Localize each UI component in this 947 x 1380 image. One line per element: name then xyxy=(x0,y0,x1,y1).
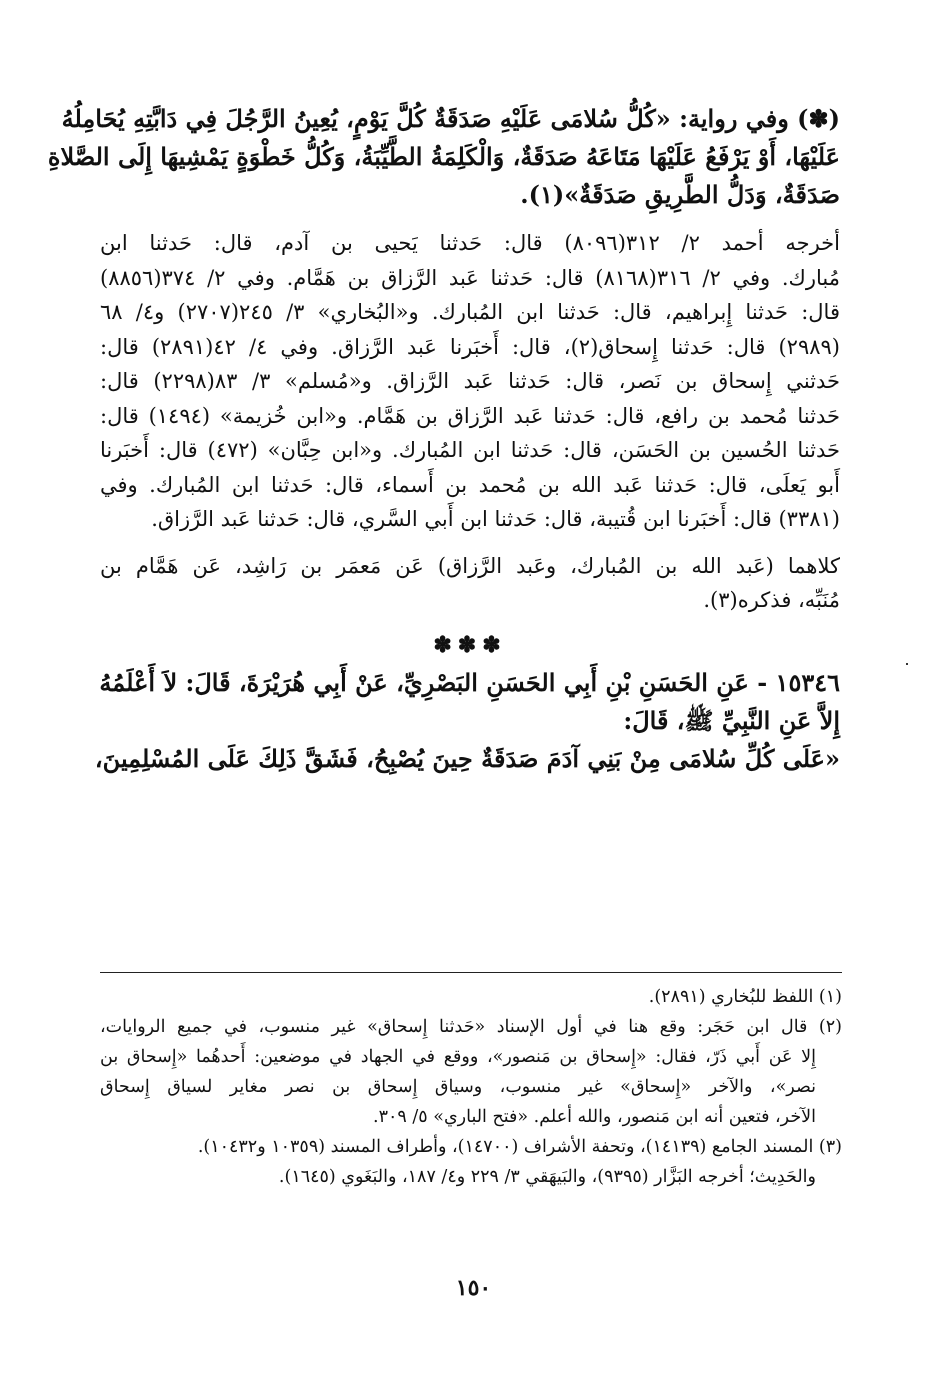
footnotes xyxy=(100,982,842,1192)
text-line: إِلا عَن أَبي ذَرّ، فقال: «إِسحاق بن مَنصور»، ووقع في الجهاد في موضعين: أَحدهُما «إِسحاق بن xyxy=(100,1047,816,1067)
text-line: حَدثنا مُحمد بن رافع، قال: حَدثنا عَبد الرَّزاق بن هَمَّام. و«ابن خُزيمة» (١٤٩٤) قال: xyxy=(100,403,840,428)
text-line: (٢٩٨٩) قال: حَدثنا إِسحاق(٢)، قال: أَخبَرنا عَبد الرَّزاق. وفي ٤/ ٤٢(٢٨٩١) قال: xyxy=(100,334,840,359)
text-line: (٣) المسند الجامع (١٤١٣٩)، وتحفة الأشراف (١٤٧٠٠)، وأطراف المسند (١٠٣٥٩ و١٠٤٣٢). xyxy=(197,1137,842,1157)
text-line: مُنَبِّه، فذكره(٣). xyxy=(703,588,840,612)
page-body xyxy=(47,100,841,778)
text-line: (٣٣٨١) قال: أَخبَرنا ابن قُتيبة، قال: حَدثنا ابن أَبي السَّري، قال: حَدثنا عَبد الرَّزاق. xyxy=(151,507,840,531)
page-number: ١٥٠ xyxy=(455,1275,492,1301)
footnote-2 xyxy=(100,1012,842,1132)
hadith-15346 xyxy=(94,664,840,778)
text-line: صَدَقَةٌ، وَدَلُّ الطَّرِيقِ صَدَقَةٌ»(١). xyxy=(520,180,840,209)
text-line: أخرجه أحمد ٢/ ٣١٢(٨٠٩٦) قال: حَدثنا يَحيى بن آدم، قال: حَدثنا ابن xyxy=(100,231,840,255)
text-line: نصر»، والآخر «إِسحاق» غير منسوب، وسياق إِسحاق بن نصر مغاير لسياق إِسحاق xyxy=(100,1077,816,1097)
text-line: مُبارك. وفي ٢/ ٣١٦(٨١٦٨) قال: حَدثنا عَبد الرَّزاق بن هَمَّام. وفي ٢/ ٣٧٤(٨٨٥٦) xyxy=(100,265,840,290)
text-line: إِلاَّ عَنِ النَّبِيِّ ﷺ، قَالَ: xyxy=(623,705,840,735)
scan-speck xyxy=(906,663,908,665)
text-line: والحَدِيث؛ أخرجه البَزَّار (٩٣٩٥)، والبَيهَقي ٣/ ٢٢٩ و٤/ ١٨٧، والبَغَوي (١٦٤٥). xyxy=(278,1167,816,1187)
footnote-3 xyxy=(100,1132,842,1192)
text-line: حَدثنا الحُسين بن الحَسَن، قال: حَدثنا ابن المُبارك. و«ابن حِبَّان» (٤٧٢) قال: أَخبَرنا xyxy=(100,438,841,462)
text-line: الآخر، فتعين أنه ابن مَنصور، والله أعلم. «فتح الباري» ٥/ ٣٠٩. xyxy=(373,1107,816,1127)
section-separator: ✽✽✽ xyxy=(433,631,507,658)
text-line: حَدثني إِسحاق بن نَصر، قال: حَدثنا عَبد الرَّزاق. و«مُسلم» ٣/ ٨٣(٢٢٩٨) قال: xyxy=(100,369,840,393)
text-line: قال: حَدثنا إِبراهيم، قال: حَدثنا ابن المُبارك. و«البُخاري» ٣/ ٢٤٥(٢٧٠٧) و٤/ ٦٨ xyxy=(100,300,840,324)
text-line: أَبو يَعلَى، قال: حَدثنا عَبد الله بن مُحمد بن أَسماء، قال: حَدثنا ابن المُبارك. وفي xyxy=(100,472,840,497)
text-line: «عَلَى كُلِّ سُلامَى مِنْ بَنِي آدَمَ صَدَقَةٌ حِينَ يُصْبِحُ، فَشَقَّ ذَلِكَ عَلَى المُسْلِمِينَ، xyxy=(94,743,840,773)
text-line: كلاهما (عَبد الله بن المُبارك، وعَبد الرَّزاق) عَن مَعمَر بن رَاشِد، عَن هَمَّام بن xyxy=(100,553,840,578)
takhrij-paragraph xyxy=(100,226,840,537)
isnad-summary xyxy=(100,549,840,618)
text-line: عَلَيْهَا، أَوْ يَرْفَعُ عَلَيْهَا مَتَاعَهُ صَدَقَةٌ، وَالْكَلِمَةُ الطَّيِّبَةُ، وَكُلُّ خَطْوَةٍ يَمْشِيهَا إِلَى الصَّلاةِ xyxy=(47,142,840,171)
hadith-variant-narration xyxy=(47,100,840,214)
text-line: ١٥٣٤٦ - عَنِ الحَسَنِ بْنِ أَبِي الحَسَنِ البَصْرِيِّ، عَنْ أَبِي هُرَيْرَةَ، قَالَ: لاَ أَعْلَمُهُ xyxy=(99,667,840,697)
footnote-divider xyxy=(100,972,842,973)
text-line: (٢) قال ابن حَجَر: وقع هنا في أول الإسناد «حَدثنا إِسحاق» غير منسوب، في جميع الروايات، xyxy=(100,1017,842,1037)
footnote-1: (١) اللفظ للبُخاري (٢٨٩١). xyxy=(648,987,842,1007)
text-line: (✽) وفي رواية: «كُلُّ سُلامَى عَلَيْهِ صَدَقَةٌ كُلَّ يَوْمٍ، يُعِينُ الرَّجُلَ فِي دَابَّتِهِ يُحَامِلُهُ xyxy=(61,104,840,133)
